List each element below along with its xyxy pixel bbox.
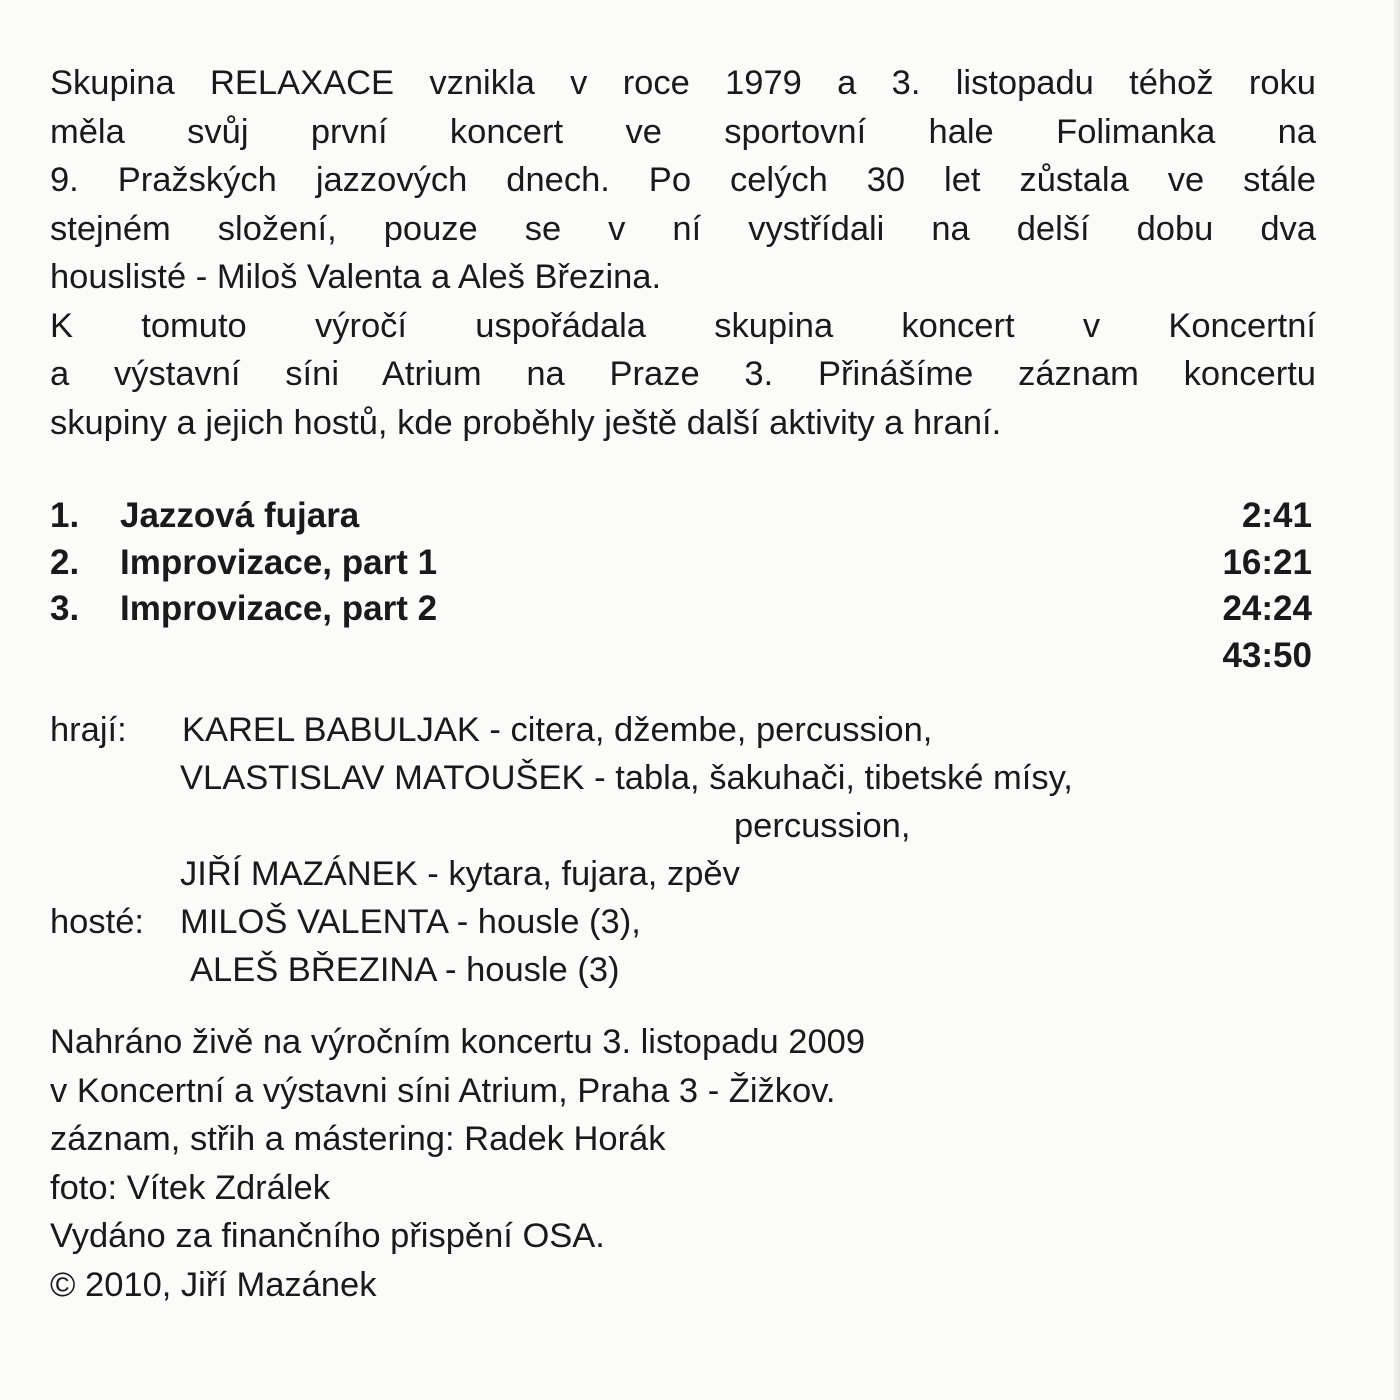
- credit-row: [50, 850, 1320, 898]
- guests-label: hosté:: [50, 903, 144, 941]
- guest-credit: MILOŠ VALENTA - housle (3),: [180, 903, 641, 941]
- track-number: 1.: [50, 496, 80, 535]
- track-duration: 24:24: [1222, 589, 1312, 628]
- player-credit-continued: percussion,: [734, 807, 911, 845]
- player-credit: KAREL BABULJAK - citera, džembe, percussion,: [182, 711, 933, 749]
- track-title: Improvizace, part 2: [120, 589, 438, 628]
- credit-row: [50, 802, 1320, 850]
- funding-note: Vydáno za finančního přispění OSA.: [50, 1217, 605, 1255]
- track-number: 2.: [50, 542, 80, 582]
- intro-line: Skupina RELAXACE vznikla v roce 1979 a 3. listopadu téhož roku: [50, 64, 1316, 102]
- intro-line: a výstavní síni Atrium na Praze 3. Přinášíme záznam koncertu: [50, 355, 1316, 393]
- copyright-note: © 2010, Jiří Mazánek: [50, 1265, 377, 1304]
- total-duration: 43:50: [1222, 635, 1312, 675]
- intro-line: stejném složení, pouze se v ní vystřídali na delší dobu dva: [50, 209, 1316, 248]
- credit-row: [50, 898, 1320, 946]
- credit-row: [50, 706, 1320, 754]
- track-title: Jazzová fujara: [120, 496, 360, 535]
- credits-section: [50, 706, 1320, 994]
- track-duration: 16:21: [1222, 542, 1312, 582]
- track-row: [50, 493, 1312, 540]
- players-label: hrají:: [50, 711, 127, 749]
- track-title: Improvizace, part 1: [120, 542, 438, 582]
- intro-line: 9. Pražských jazzových dnech. Po celých 30 let zůstala ve stále: [50, 161, 1316, 199]
- player-credit: VLASTISLAV MATOUŠEK - tabla, šakuhači, tibetské mísy,: [180, 759, 1073, 797]
- guest-credit: ALEŠ BŘEZINA - housle (3): [190, 951, 620, 989]
- track-duration: 2:41: [1241, 496, 1312, 535]
- total-duration-row: [50, 633, 1312, 680]
- credit-row: [50, 754, 1320, 802]
- track-row: [50, 540, 1312, 587]
- photo-credit: foto: Vítek Zdrálek: [50, 1168, 330, 1207]
- player-credit: JIŘÍ MAZÁNEK - kytara, fujara, zpěv: [180, 855, 740, 893]
- track-number: 3.: [50, 589, 80, 628]
- intro-line: houslisté - Miloš Valenta a Aleš Březina.: [50, 258, 662, 296]
- intro-line: skupiny a jejich hostů, kde proběhly ještě další aktivity a hraní.: [50, 403, 1002, 442]
- venue-note: v Koncertní a výstavni síni Atrium, Praha 3 - Žižkov.: [50, 1071, 836, 1110]
- intro-paragraph: [50, 59, 1316, 447]
- intro-line: K tomuto výročí uspořádala skupina koncert v Koncertní: [50, 306, 1316, 345]
- production-notes: [50, 1018, 1250, 1309]
- tracklist: [50, 493, 1312, 679]
- recording-note: Nahráno živě na výročním koncertu 3. listopadu 2009: [50, 1023, 866, 1061]
- page-edge: [1394, 0, 1400, 1400]
- track-row: [50, 586, 1312, 633]
- intro-line: měla svůj první koncert ve sportovní hale Folimanka na: [50, 112, 1316, 151]
- credit-row: [50, 946, 1320, 994]
- engineering-credit: záznam, střih a mástering: Radek Horák: [50, 1120, 666, 1158]
